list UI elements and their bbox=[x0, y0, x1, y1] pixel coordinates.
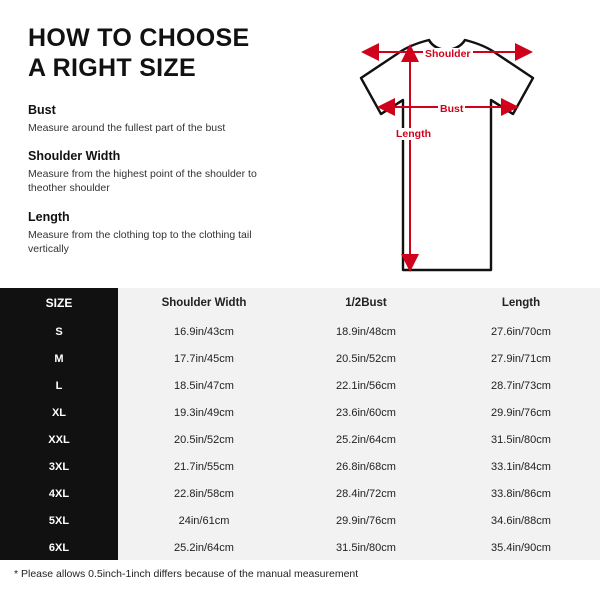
cell-length: 34.6in/88cm bbox=[491, 514, 551, 527]
cell-size: L bbox=[55, 379, 63, 392]
cell-shoulder: 19.3in/49cm bbox=[174, 406, 234, 419]
cell-shoulder: 20.5in/52cm bbox=[174, 433, 234, 446]
table-row bbox=[0, 318, 600, 345]
instruction-shoulder-width bbox=[28, 149, 298, 195]
cell-shoulder: 16.9in/43cm bbox=[174, 325, 234, 338]
cell-length: 28.7in/73cm bbox=[491, 379, 551, 392]
cell-size: M bbox=[54, 352, 64, 365]
cell-shoulder: 17.7in/45cm bbox=[174, 352, 234, 365]
page-title-line-2: A RIGHT SIZE bbox=[28, 53, 196, 82]
cell-shoulder: 25.2in/64cm bbox=[174, 541, 234, 554]
cell-length: 31.5in/80cm bbox=[491, 433, 551, 446]
table-row bbox=[0, 426, 600, 453]
cell-size: 4XL bbox=[48, 487, 70, 500]
instruction-length bbox=[28, 210, 298, 256]
cell-shoulder: 21.7in/55cm bbox=[174, 460, 234, 473]
cell-length: 27.6in/70cm bbox=[491, 325, 551, 338]
cell-bust: 31.5in/80cm bbox=[336, 541, 396, 554]
cell-length: 33.8in/86cm bbox=[491, 487, 551, 500]
top-section bbox=[0, 0, 600, 288]
cell-size: 5XL bbox=[48, 514, 70, 527]
cell-size: XL bbox=[51, 406, 67, 419]
cell-length: 35.4in/90cm bbox=[491, 541, 551, 554]
cell-bust: 20.5in/52cm bbox=[336, 352, 396, 365]
size-table bbox=[0, 288, 600, 561]
cell-bust: 23.6in/60cm bbox=[336, 406, 396, 419]
cell-size: 6XL bbox=[48, 541, 70, 554]
cell-size: XXL bbox=[48, 433, 70, 446]
instruction-desc: Measure around the fullest part of the bust bbox=[28, 122, 226, 134]
instructions-column bbox=[28, 24, 298, 270]
measurement-disclaimer: * Please allows 0.5inch-1inch differs because of the manual measurement bbox=[14, 568, 359, 580]
cell-length: 29.9in/76cm bbox=[491, 406, 551, 419]
page-title-line-1: HOW TO CHOOSE bbox=[28, 24, 250, 52]
table-row bbox=[0, 399, 600, 426]
cell-length: 27.9in/71cm bbox=[491, 352, 551, 365]
cell-bust: 26.8in/68cm bbox=[336, 460, 396, 473]
cell-bust: 22.1in/56cm bbox=[336, 379, 396, 392]
instruction-title: Bust bbox=[28, 103, 56, 117]
length-label: Length bbox=[396, 128, 431, 140]
cell-shoulder: 24in/61cm bbox=[178, 514, 230, 527]
bust-label: Bust bbox=[440, 103, 464, 115]
instruction-bust bbox=[28, 103, 298, 135]
table-row bbox=[0, 345, 600, 372]
shirt-outline bbox=[361, 40, 533, 270]
tshirt-diagram bbox=[305, 14, 590, 284]
column-header-size: SIZE bbox=[45, 296, 73, 310]
cell-size: 3XL bbox=[48, 460, 70, 473]
column-header-shoulder-width: Shoulder Width bbox=[161, 297, 247, 309]
cell-bust: 29.9in/76cm bbox=[336, 514, 396, 527]
table-row bbox=[0, 534, 600, 561]
instruction-title: Shoulder Width bbox=[28, 149, 121, 164]
cell-bust: 25.2in/64cm bbox=[336, 433, 396, 446]
instruction-title: Length bbox=[28, 209, 70, 224]
page-title bbox=[28, 24, 298, 83]
instruction-desc: Measure from the clothing top to the clothing tail vertically bbox=[28, 228, 252, 255]
table-row bbox=[0, 480, 600, 507]
shoulder-label: Shoulder bbox=[425, 48, 471, 60]
cell-shoulder: 22.8in/58cm bbox=[174, 487, 234, 500]
table-row bbox=[0, 453, 600, 480]
table-row bbox=[0, 372, 600, 399]
cell-bust: 28.4in/72cm bbox=[336, 487, 396, 500]
table-row bbox=[0, 507, 600, 534]
instruction-desc: Measure from the highest point of the shoulder to theother shoulder bbox=[28, 168, 257, 195]
cell-shoulder: 18.5in/47cm bbox=[174, 379, 234, 392]
size-table-body bbox=[0, 318, 600, 561]
cell-length: 33.1in/84cm bbox=[491, 460, 551, 473]
column-header-half-bust: 1/2Bust bbox=[345, 297, 387, 309]
table-header-row bbox=[0, 288, 600, 318]
size-table-container bbox=[0, 288, 600, 560]
cell-size: S bbox=[55, 325, 63, 338]
cell-bust: 18.9in/48cm bbox=[336, 325, 396, 338]
column-header-length: Length bbox=[501, 297, 541, 309]
size-table-header bbox=[0, 288, 600, 318]
